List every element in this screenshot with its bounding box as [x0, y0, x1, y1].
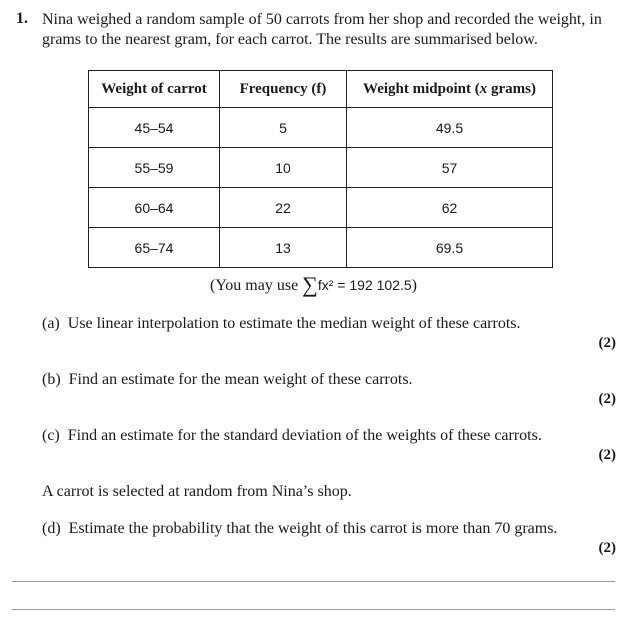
part-text: Use linear interpolation to estimate the median weight of these carrots. — [67, 315, 521, 332]
cell-midpoint: 49.5 — [347, 108, 553, 148]
part-b — [42, 371, 413, 389]
question-intro: Nina weighed a random sample of 50 carrots from her shop and recorded the weight, in grams to the nearest gram, for each carrot. The results are summarised below. — [42, 11, 602, 48]
part-c — [42, 427, 542, 445]
part-label: (d) — [42, 520, 61, 537]
part-text: Estimate the probability that the weight of this carrot is more than 70 grams. — [68, 520, 558, 537]
header-midpoint-prefix: Weight midpoint ( — [363, 80, 480, 97]
header-midpoint-suffix: grams) — [487, 80, 536, 97]
table-row — [89, 108, 553, 148]
cell-frequency: 5 — [220, 108, 347, 148]
header-frequency: Frequency (f) — [220, 71, 347, 108]
cell-midpoint: 57 — [347, 148, 553, 188]
marks-c: (2) — [598, 447, 616, 463]
part-d — [42, 520, 557, 538]
cell-weight: 45–54 — [89, 108, 220, 148]
hint-suffix: ) — [411, 277, 417, 294]
question-number: 1. — [16, 10, 28, 27]
cell-frequency: 13 — [220, 228, 347, 268]
part-label: (a) — [42, 315, 60, 332]
hint-prefix: (You may use — [210, 277, 303, 294]
marks-d: (2) — [598, 540, 616, 556]
cell-weight: 55–59 — [89, 148, 220, 188]
header-weight: Weight of carrot — [89, 71, 220, 108]
header-midpoint-var: x — [479, 80, 488, 97]
formula-hint — [0, 272, 627, 298]
table-row — [89, 228, 553, 268]
answer-line — [12, 609, 615, 610]
cell-frequency: 10 — [220, 148, 347, 188]
table-row — [89, 188, 553, 228]
cell-midpoint: 62 — [347, 188, 553, 228]
answer-line — [12, 581, 615, 582]
part-label: (b) — [42, 371, 61, 388]
hint-formula: fx² = 192 102.5 — [317, 277, 412, 293]
marks-b: (2) — [598, 391, 616, 407]
table-header-row — [89, 71, 553, 108]
part-text: Find an estimate for the mean weight of these carrots. — [68, 371, 413, 388]
marks-a: (2) — [598, 335, 616, 351]
cell-weight: 60–64 — [89, 188, 220, 228]
cell-weight: 65–74 — [89, 228, 220, 268]
cell-frequency: 22 — [220, 188, 347, 228]
part-label: (c) — [42, 427, 60, 444]
part-a — [42, 315, 521, 333]
table-row — [89, 148, 553, 188]
part-d-stem: A carrot is selected at random from Nina’s shop. — [42, 483, 352, 500]
part-text: Find an estimate for the standard deviation of the weights of these carrots. — [67, 427, 542, 444]
header-midpoint — [347, 71, 553, 108]
cell-midpoint: 69.5 — [347, 228, 553, 268]
carrot-weights-table — [88, 70, 553, 268]
sigma-symbol: ∑ — [302, 272, 318, 297]
